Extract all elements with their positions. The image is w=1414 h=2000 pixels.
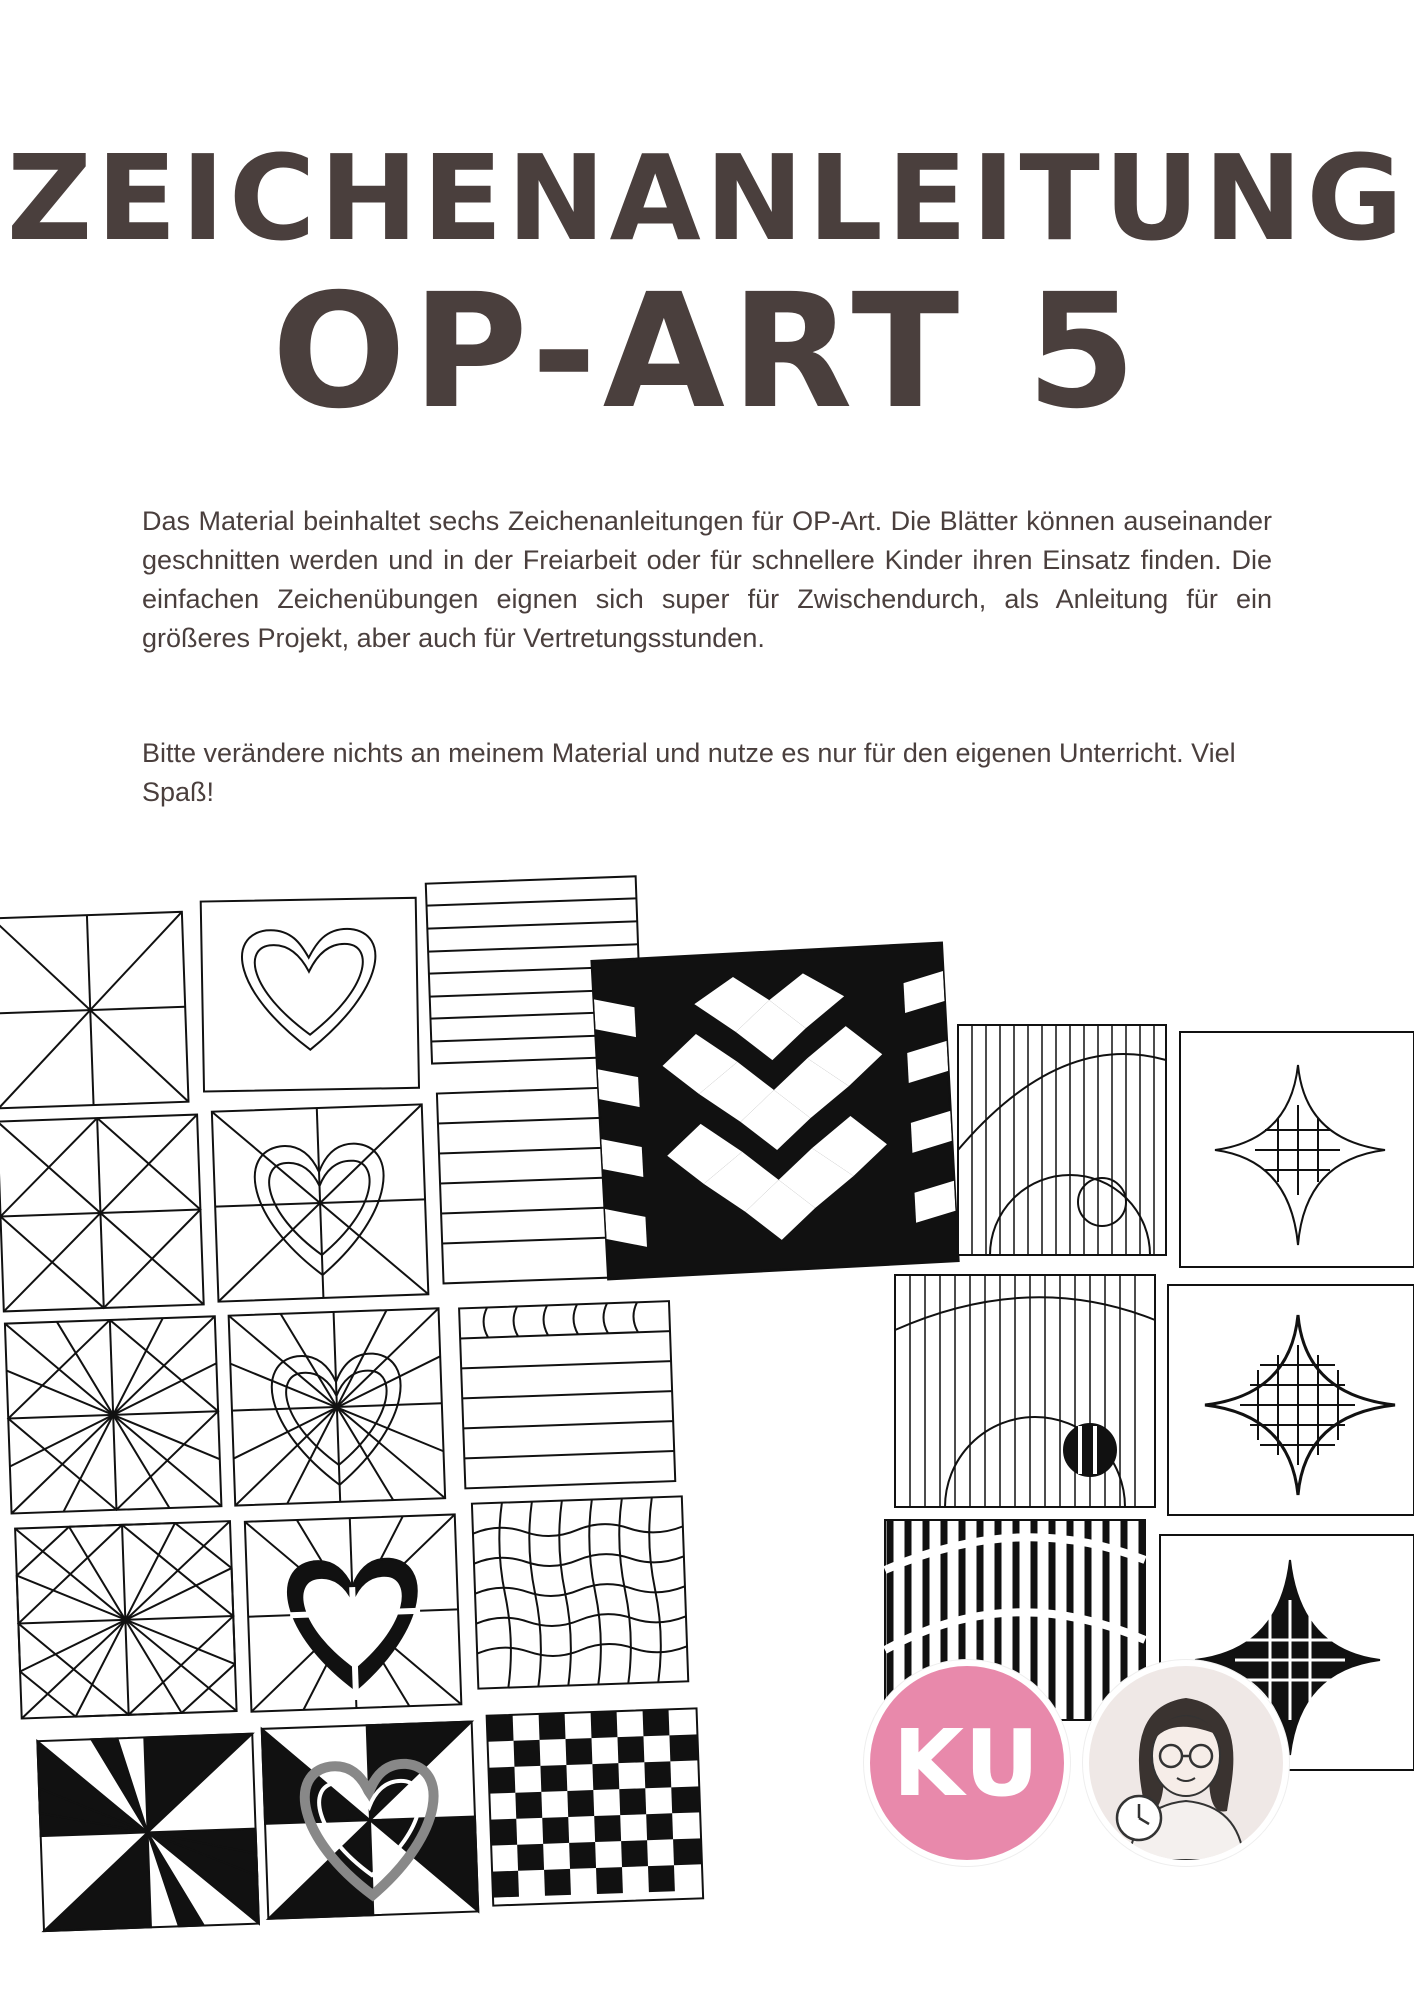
tile-stripes-step2 [437,1088,614,1284]
tile-heart-final [262,1722,479,1919]
tile-waves-step4 [472,1496,688,1688]
tile-square-final [37,1734,258,1931]
tile-waves-step3 [459,1301,675,1488]
intro-paragraph: Das Material beinhaltet sechs Zeichenanleitungen für OP-Art. Die Blätter können auseinander geschnitten werden und in der Freiarbeit oder für schnellere Kinder ihren Einsatz finden. Die einfachen Zeichenübungen eignen sich super für Zwischendurch, als Anleitung für ein größeres Projekt, aber auch für Vertretungsstunden. [142,506,1272,653]
teacher-avatar-illustration [1089,1666,1283,1860]
page-title-line2: OP-ART 5 [271,260,1143,444]
tile-star-step2 [1168,1285,1414,1515]
page-title-line1: ZEICHENANLEITUNG [6,129,1408,267]
usage-note-paragraph: Bitte verändere nichts an meinem Material und nutze es nur für den eigenen Unterricht. Viel Spaß! [142,738,1236,807]
tile-heart-step3 [229,1308,446,1505]
subject-badge-ku [864,1660,1070,1866]
teacher-avatar-icon [1083,1660,1289,1866]
tile-checker-tunnel [592,943,958,1279]
tile-star-step1 [1180,1032,1414,1267]
tile-square-step4 [15,1521,236,1718]
tile-heart-step1 [201,898,419,1092]
tile-square-step3 [5,1316,222,1513]
tile-square-step2 [0,1115,204,1312]
tile-heart-step2 [212,1104,429,1301]
tile-arcs-step2 [895,1275,1155,1507]
tile-heart-step4 [245,1514,462,1711]
subject-badge-label: KU [892,1709,1042,1817]
tile-waves-final [487,1708,704,1905]
tile-arcs-step1 [958,1025,1166,1255]
tile-square-step1 [0,912,188,1109]
